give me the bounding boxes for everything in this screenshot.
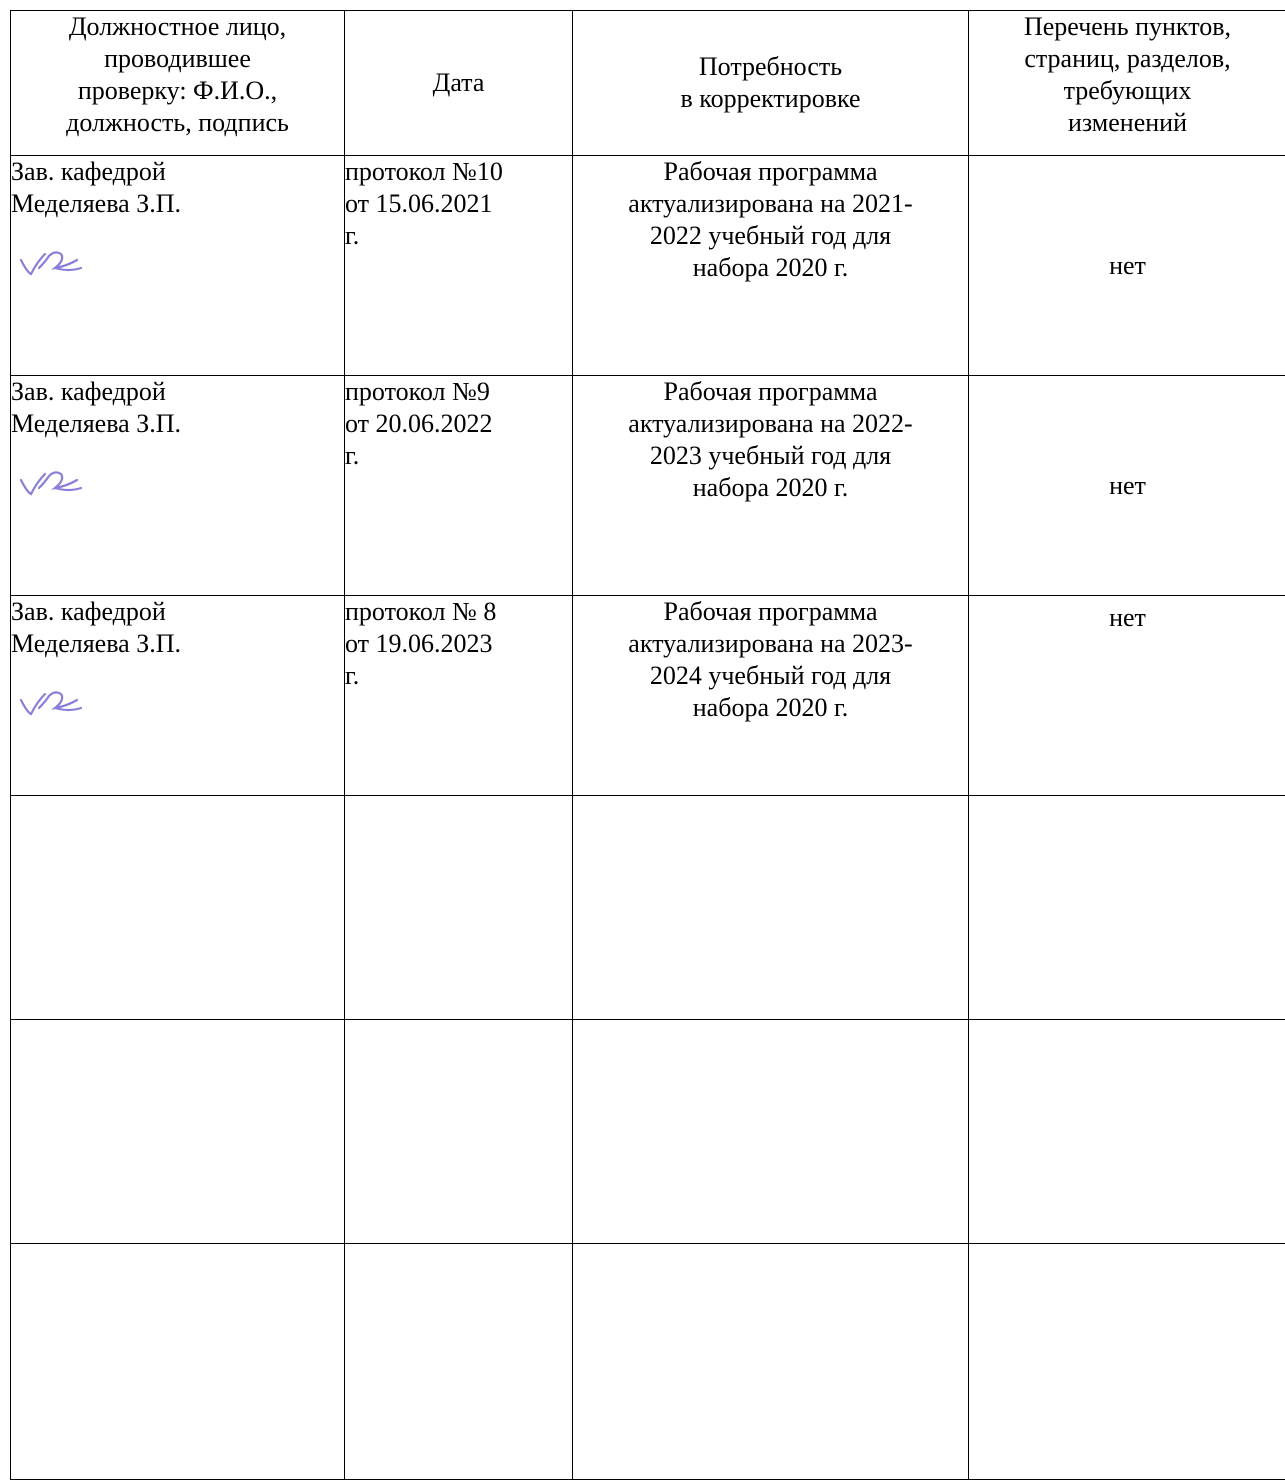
header-official: Должностное лицо, проводившее проверку: Ф.И.О., должность, подпись	[11, 11, 345, 156]
revision-log-table	[10, 10, 1285, 1480]
empty-row	[11, 1244, 1285, 1480]
header-changes: Перечень пунктов, страниц, разделов, требующих изменений	[969, 11, 1285, 156]
empty-cell	[345, 1020, 573, 1244]
empty-cell	[969, 1020, 1285, 1244]
empty-row	[11, 1020, 1285, 1244]
empty-cell	[345, 796, 573, 1020]
table-row	[11, 596, 1285, 796]
official-cell: Зав. кафедрой Меделяева З.П.	[11, 596, 345, 796]
table-header-row	[11, 11, 1285, 156]
correction-cell: Рабочая программа актуализирована на 2023- 2024 учебный год для набора 2020 г.	[573, 596, 969, 796]
empty-cell	[573, 1244, 969, 1480]
official-cell: Зав. кафедрой Меделяева З.П.	[11, 156, 345, 376]
empty-cell	[345, 1244, 573, 1480]
date-cell: протокол № 8 от 19.06.2023 г.	[345, 596, 573, 796]
official-cell: Зав. кафедрой Меделяева З.П.	[11, 376, 345, 596]
signature-icon	[15, 238, 151, 282]
signature-icon	[15, 678, 151, 722]
table-row	[11, 376, 1285, 596]
changes-cell: нет	[969, 596, 1285, 796]
date-cell: протокол №9 от 20.06.2022 г.	[345, 376, 573, 596]
header-date: Дата	[345, 11, 573, 156]
empty-cell	[11, 796, 345, 1020]
empty-cell	[969, 796, 1285, 1020]
correction-cell: Рабочая программа актуализирована на 2021- 2022 учебный год для набора 2020 г.	[573, 156, 969, 376]
empty-row	[11, 796, 1285, 1020]
empty-cell	[573, 796, 969, 1020]
signature-icon	[15, 458, 151, 502]
changes-cell: нет	[969, 376, 1285, 596]
table-row	[11, 156, 1285, 376]
changes-cell: нет	[969, 156, 1285, 376]
date-cell: протокол №10 от 15.06.2021 г.	[345, 156, 573, 376]
correction-cell: Рабочая программа актуализирована на 2022- 2023 учебный год для набора 2020 г.	[573, 376, 969, 596]
empty-cell	[11, 1020, 345, 1244]
empty-cell	[573, 1020, 969, 1244]
empty-cell	[11, 1244, 345, 1480]
header-correction: Потребность в корректировке	[573, 11, 969, 156]
empty-cell	[969, 1244, 1285, 1480]
